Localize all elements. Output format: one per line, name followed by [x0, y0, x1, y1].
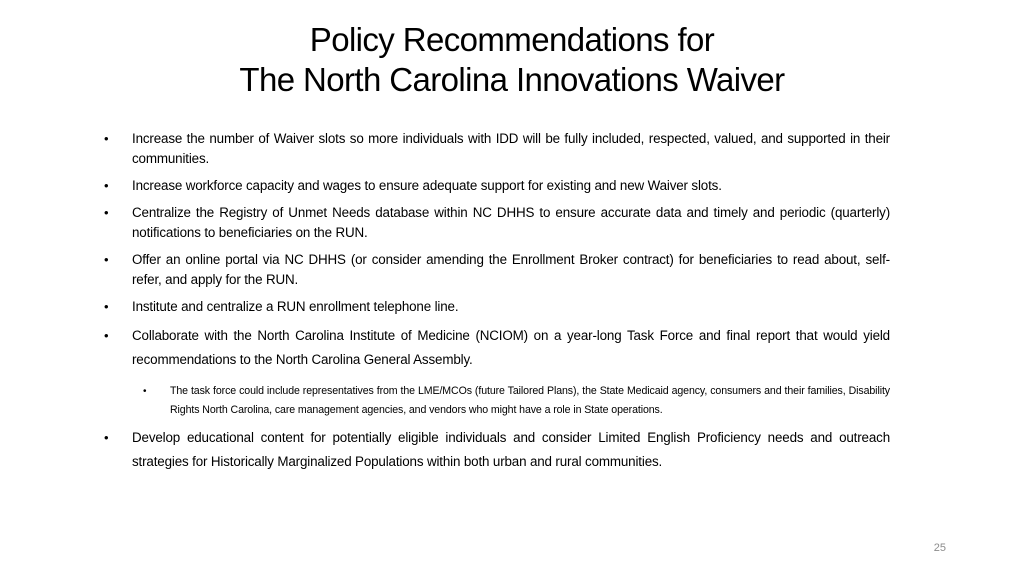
list-item [100, 203, 890, 243]
bullet-icon: • [104, 328, 109, 343]
list-item [100, 250, 890, 290]
bullet-icon: • [104, 299, 109, 314]
bullet-icon: • [104, 178, 109, 193]
list-item [100, 426, 890, 474]
list-item-text: Increase the number of Waiver slots so more individuals with IDD will be fully included, respected, valued, and supported in their communities. [132, 131, 890, 166]
list-item [100, 176, 890, 196]
bullet-icon: • [104, 430, 109, 445]
bullet-icon: • [104, 131, 109, 146]
sub-list-item-text: The task force could include representatives from the LME/MCOs (future Tailored Plans), the State Medicaid agency, consumers and their families, Disability Rights North Carolina, care management agencies, and vendors who might have a role in State operations. [170, 385, 890, 416]
slide-title [0, 20, 1024, 100]
bullet-icon: • [104, 205, 109, 220]
list-item-text: Develop educational content for potentially eligible individuals and consider Limited English Proficiency needs and outreach strategies for Historically Marginalized Populations within both urban and rural communities. [132, 430, 890, 469]
list-item-text: Centralize the Registry of Unmet Needs database within NC DHHS to ensure accurate data and timely and periodic (quarterly) notifications to beneficiaries on the RUN. [132, 205, 890, 240]
list-item-text: Institute and centralize a RUN enrollment telephone line. [132, 299, 459, 314]
sub-list [100, 382, 890, 420]
list-item-text: Offer an online portal via NC DHHS (or consider amending the Enrollment Broker contract) for beneficiaries to read about, self-refer, and apply for the RUN. [132, 252, 890, 287]
slide-title-line-1: Policy Recommendations for [309, 21, 715, 58]
page-number: 25 [933, 542, 946, 554]
list-item [100, 297, 890, 317]
slide-title-line-2: The North Carolina Innovations Waiver [239, 61, 785, 98]
sub-bullet-icon: • [143, 386, 147, 397]
list-item-text: Collaborate with the North Carolina Institute of Medicine (NCIOM) on a year-long Task Force and final report that would yield recommendations to the North Carolina General Assembly. [132, 328, 890, 367]
list-item-text: Increase workforce capacity and wages to ensure adequate support for existing and new Waiver slots. [132, 178, 722, 193]
recommendation-list [100, 129, 890, 484]
list-item [100, 324, 890, 372]
sub-list-item [100, 382, 890, 420]
bullet-icon: • [104, 252, 109, 267]
list-item [100, 129, 890, 169]
